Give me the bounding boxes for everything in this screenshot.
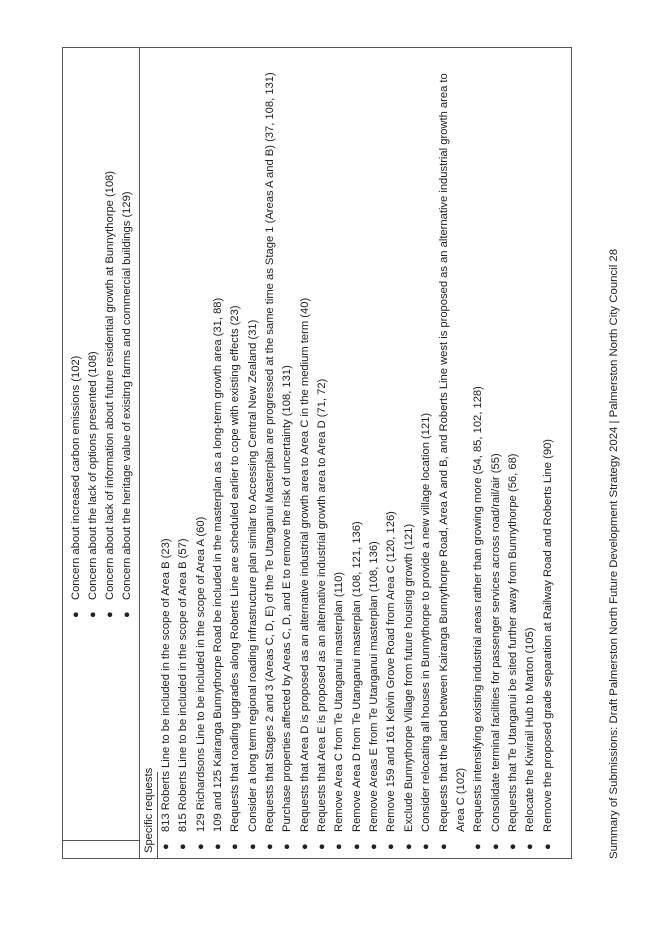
concern-text: Concern about lack of information about future residential growth at Bunnythorpe (108) bbox=[104, 170, 116, 600]
bullet-icon: ● bbox=[524, 843, 537, 850]
bullet-icon: ● bbox=[350, 843, 363, 850]
bullet-icon: ● bbox=[264, 843, 277, 850]
bullet-icon: ● bbox=[402, 843, 415, 850]
request-text: Purchase properties affected by Areas C, D, and E to remove the risk of uncertainty (108, 131) bbox=[281, 365, 294, 832]
bullet-icon: ● bbox=[121, 611, 133, 618]
list-item bbox=[383, 52, 400, 852]
request-text: Consider a long term regional roading infrastructure plan similar to Accessing Central New Zealand (31) bbox=[246, 319, 259, 832]
bullet-icon: ● bbox=[281, 843, 294, 850]
bullet-icon: ● bbox=[437, 843, 450, 850]
list-item bbox=[488, 52, 505, 852]
list-item bbox=[262, 52, 279, 852]
request-text: Requests that Stages 2 and 3 (Areas C, D, E) of the Te Utanganui Masterplan are progressed at the same time as Stage 1 (Areas A and B) (37, 108, 131) bbox=[264, 72, 277, 832]
bullet-icon: ● bbox=[160, 843, 172, 850]
list-item bbox=[331, 52, 348, 852]
request-text: Consider relocating all houses in Bunnythorpe to provide a new village location (121) bbox=[420, 412, 433, 832]
request-text: Relocate the Kiwirail Hub to Marton (105) bbox=[524, 627, 537, 832]
bullet-icon: ● bbox=[489, 843, 502, 850]
submissions-table bbox=[62, 47, 572, 859]
specific-requests-list bbox=[158, 52, 557, 852]
page-footer: Summary of Submissions: Draft Palmerston North Future Development Strategy 2024 | Palmerston North City Council 28 bbox=[608, 248, 620, 859]
bullet-icon: ● bbox=[246, 843, 259, 850]
list-item bbox=[349, 52, 366, 852]
concern-text: Concern about the heritage value of exisitng farms and commercial buildings (129) bbox=[121, 191, 133, 600]
request-text: Requests that Area D is proposed as an alternative industrial growth area to Area C in the medium term (40) bbox=[298, 297, 311, 832]
request-text: Requests that Area E is proposed as an alternative industrial growth area to Area D (71, 72) bbox=[316, 378, 329, 832]
list-item bbox=[401, 52, 418, 852]
list-item bbox=[102, 171, 119, 620]
bullet-icon: ● bbox=[333, 843, 346, 850]
list-item bbox=[68, 171, 85, 620]
request-text: Remove Areas E from Te Utanganui masterplan (108, 136) bbox=[368, 541, 381, 832]
bullet-icon: ● bbox=[194, 843, 207, 850]
list-item bbox=[119, 171, 136, 620]
request-text: Requests that the land between Kairanga Bunnythorpe Road, Area A and B, and Roberts Line west is proposed as an alternative industrial growth area to Area C (102) bbox=[437, 73, 467, 832]
list-item bbox=[85, 171, 102, 620]
list-item bbox=[436, 52, 471, 852]
bullet-icon: ● bbox=[368, 843, 381, 850]
bullet-icon: ● bbox=[541, 843, 554, 850]
request-text: 815 Roberts Line to be included in the scope of Area B (57) bbox=[177, 538, 190, 832]
list-item bbox=[227, 52, 244, 852]
bullet-icon: ● bbox=[420, 843, 433, 850]
bullet-icon: ● bbox=[506, 843, 519, 850]
bullet-icon: ● bbox=[70, 611, 82, 618]
bullet-icon: ● bbox=[229, 843, 242, 850]
list-item bbox=[279, 52, 296, 852]
concern-text: Concern about increased carbon emissions (102) bbox=[70, 355, 82, 600]
request-text: Remove Area D from Te Utanganui masterplan (108, 121, 136) bbox=[350, 521, 363, 832]
bullet-icon: ● bbox=[472, 843, 485, 850]
request-text: Requests that roading upgrades along Roberts Line are scheduled earlier to cope with existing effects (23) bbox=[229, 305, 242, 832]
request-text: Remove the proposed grade separation at Railway Road and Roberts Line (90) bbox=[541, 438, 554, 832]
request-text: Remove 159 and 161 Kelvin Grove Road from Area C (120, 126) bbox=[385, 511, 398, 832]
list-item bbox=[540, 52, 557, 852]
request-text: 109 and 125 Kairanga Bunnythorpe Road be included in the masterplan as a long-term growth area (31, 88) bbox=[212, 297, 225, 832]
list-item bbox=[505, 52, 522, 852]
specific-requests-cell bbox=[139, 48, 571, 858]
list-item bbox=[193, 52, 210, 852]
concern-text: Concern about the lack of options presented (108) bbox=[87, 351, 99, 600]
bullet-icon: ● bbox=[212, 843, 225, 850]
list-item bbox=[297, 52, 314, 852]
bullet-icon: ● bbox=[316, 843, 329, 850]
request-text: Requests intensifying existing industrial areas rather than growing more (54, 85, 102, 128) bbox=[472, 386, 485, 832]
bullet-icon: ● bbox=[298, 843, 311, 850]
specific-requests-heading: Specific requests bbox=[143, 767, 155, 853]
bullet-icon: ● bbox=[87, 611, 99, 618]
list-item bbox=[470, 52, 487, 852]
concerns-row bbox=[63, 48, 140, 858]
list-item bbox=[314, 52, 331, 852]
list-item bbox=[366, 52, 383, 852]
list-item bbox=[245, 52, 262, 852]
request-text: 813 Roberts Line to be included in the scope of Area B (23) bbox=[160, 538, 172, 832]
request-text: Requests that Te Utanganui be sited further away from Bunnythorpe (56, 68) bbox=[506, 453, 519, 832]
request-text: Consolidate terminal facilities for passenger services across road/rail/air (55) bbox=[489, 453, 502, 832]
list-item bbox=[418, 52, 435, 852]
list-item bbox=[175, 52, 192, 852]
list-item bbox=[522, 52, 539, 852]
bullet-icon: ● bbox=[104, 611, 116, 618]
request-text: Remove Area C from Te Utanganui masterplan (110) bbox=[333, 571, 346, 832]
list-item bbox=[158, 52, 175, 852]
bullet-icon: ● bbox=[177, 843, 190, 850]
table-column-divider bbox=[63, 840, 139, 841]
list-item bbox=[210, 52, 227, 852]
request-text: 129 Richardsons Line to be included in the scope of Area A (60) bbox=[194, 516, 207, 832]
request-text: Exclude Bunnythorpe Village from future housing growth (121) bbox=[402, 523, 415, 832]
bullet-icon: ● bbox=[385, 843, 398, 850]
concerns-list bbox=[68, 171, 136, 620]
